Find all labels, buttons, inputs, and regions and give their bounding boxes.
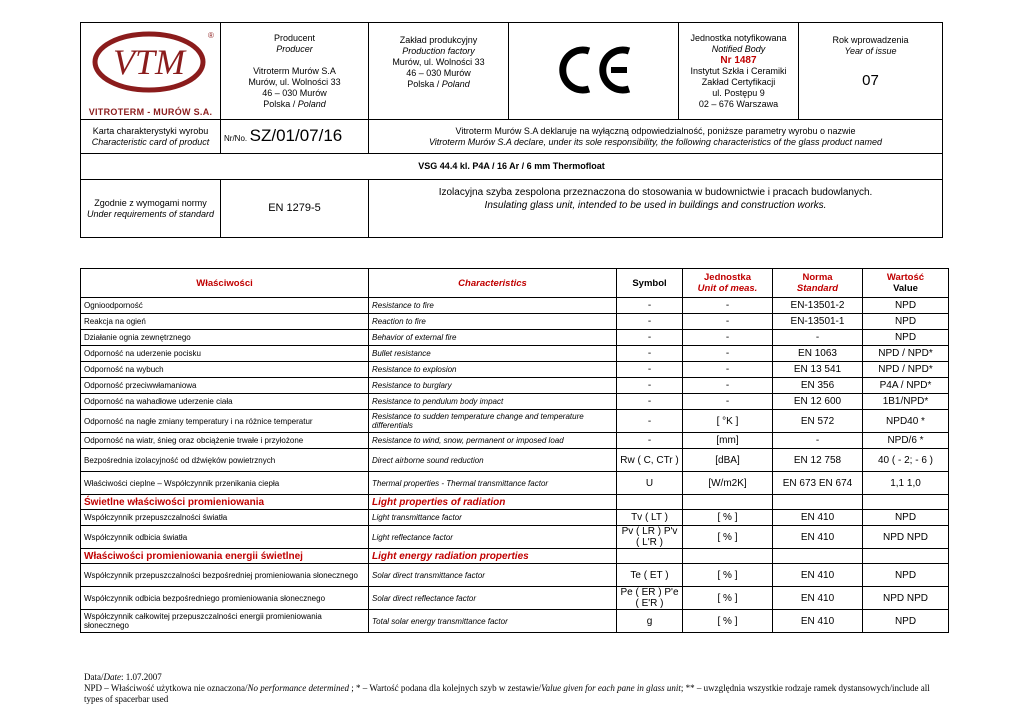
property-name-en: Resistance to fire	[369, 298, 617, 314]
table-row	[81, 526, 949, 549]
table-row	[81, 346, 949, 362]
card-label: Karta charakterystyki wyrobu	[92, 125, 209, 136]
factory-cell	[369, 23, 509, 120]
nr-label: Nr/No.	[224, 133, 248, 143]
property-unit: [ % ]	[683, 587, 773, 610]
section-light-pl: Świetlne właściwości promieniowania	[81, 495, 369, 510]
property-name-en: Resistance to sudden temperature change and temperature differentials	[369, 410, 617, 433]
properties-table	[80, 268, 949, 633]
table-row	[81, 449, 949, 472]
property-standard: EN 410	[773, 610, 863, 633]
table-row	[81, 314, 949, 330]
producer-cell	[221, 23, 369, 120]
property-unit: -	[683, 362, 773, 378]
date-value: : 1.07.2007	[121, 672, 162, 682]
property-standard: EN-13501-2	[773, 298, 863, 314]
property-value: NPD NPD	[863, 526, 949, 549]
property-value: NPD	[863, 330, 949, 346]
table-row	[81, 410, 949, 433]
property-symbol: U	[617, 472, 683, 495]
property-symbol: -	[617, 362, 683, 378]
section-energy-en: Light energy radiation properties	[369, 549, 617, 564]
property-symbol: -	[617, 314, 683, 330]
property-name-pl: Odporność na wybuch	[81, 362, 369, 378]
date-label: Data/	[84, 672, 104, 682]
property-standard: EN 410	[773, 587, 863, 610]
standard-label-en: Under requirements of standard	[86, 208, 215, 219]
property-symbol: Rw ( C, CTr )	[617, 449, 683, 472]
purpose-pl: Izolacyjna szyba zespolona przeznaczona do stosowania w budownictwie i pracach budowlanych.	[438, 187, 873, 198]
property-symbol: -	[617, 433, 683, 449]
producer-city: 46 – 030 Murów	[262, 87, 327, 98]
producer-label: Producent	[273, 32, 316, 43]
property-name-pl: Współczynnik przepuszczalności światła	[81, 510, 369, 526]
property-standard: EN 673 EN 674	[773, 472, 863, 495]
year-cell	[799, 23, 943, 120]
notified-label: Jednostka notyfikowana	[690, 32, 787, 43]
factory-street: Murów, ul. Wolności 33	[392, 57, 485, 67]
year-value: 07	[862, 72, 879, 89]
property-standard: EN 572	[773, 410, 863, 433]
producer-name: Vitroterm Murów S.A	[253, 65, 336, 76]
card-number: SZ/01/07/16	[249, 125, 343, 145]
property-name-pl: Właściwości cieplne – Współczynnik przenikania ciepła	[81, 472, 369, 495]
property-name-pl: Współczynnik odbicia bezpośredniego promieniowania słonecznego	[81, 587, 369, 610]
property-name-pl: Współczynnik przepuszczalności bezpośredniej promieniowania słonecznego	[81, 564, 369, 587]
year-label-en: Year of issue	[844, 46, 897, 56]
table-row	[81, 330, 949, 346]
col-header-pl: Właściwości	[81, 269, 369, 298]
registered-mark: ®	[207, 31, 214, 40]
table-row	[81, 298, 949, 314]
property-name-en: Resistance to pendulum body impact	[369, 394, 617, 410]
property-name-pl: Współczynnik odbicia światła	[81, 526, 369, 549]
npd-note-en: No performance determined	[247, 683, 350, 693]
table-row	[81, 587, 949, 610]
logo-letters: VTM	[112, 42, 185, 82]
property-name-pl: Odporność na wiatr, śnieg oraz obciążenie trwałe i przyłożone	[81, 433, 369, 449]
property-symbol: -	[617, 394, 683, 410]
col-header-value: Wartość	[886, 272, 925, 283]
property-standard: -	[773, 433, 863, 449]
property-name-pl: Reakcja na ogień	[81, 314, 369, 330]
property-value: NPD	[863, 610, 949, 633]
property-value: NPD	[863, 314, 949, 330]
section-energy-row	[81, 549, 949, 564]
property-name-en: Behavior of external fire	[369, 330, 617, 346]
property-symbol: Pe ( ER ) P'e ( E'R )	[617, 587, 683, 610]
property-name-en: Solar direct transmittance factor	[369, 564, 617, 587]
declaration-cell	[369, 120, 943, 154]
table-row	[81, 394, 949, 410]
producer-country-en: Poland	[297, 98, 326, 109]
card-label-en: Characteristic card of product	[91, 136, 210, 147]
property-unit: [ % ]	[683, 526, 773, 549]
property-name-en: Solar direct reflectance factor	[369, 587, 617, 610]
property-value: 1,1 1,0	[863, 472, 949, 495]
producer-label-en: Producer	[276, 43, 313, 54]
property-standard: EN 410	[773, 526, 863, 549]
property-standard: EN-13501-1	[773, 314, 863, 330]
property-value: 40 ( - 2; - 6 )	[863, 449, 949, 472]
property-value: NPD	[863, 298, 949, 314]
property-unit: -	[683, 346, 773, 362]
property-name-pl: Odporność na uderzenie pocisku	[81, 346, 369, 362]
table-row	[81, 433, 949, 449]
property-name-pl: Odporność przeciwwłamaniowa	[81, 378, 369, 394]
declaration-en: Vitroterm Murów S.A declare, under its sole responsibility, the following characteristics of the glass product named	[428, 136, 883, 147]
property-value: NPD40 *	[863, 410, 949, 433]
property-name-en: Light reflectance factor	[369, 526, 617, 549]
product-name: VSG 44.4 kl. P4A / 16 Ar / 6 mm Thermofloat	[81, 154, 943, 180]
property-unit: [ % ]	[683, 510, 773, 526]
table-row	[81, 510, 949, 526]
property-name-en: Direct airborne sound reduction	[369, 449, 617, 472]
purpose-cell	[369, 180, 943, 238]
producer-country: Polska /	[263, 98, 298, 109]
property-name-en: Light transmittance factor	[369, 510, 617, 526]
property-unit: [mm]	[683, 433, 773, 449]
factory-country: Polska /	[407, 79, 442, 89]
date-label-en: Date	[103, 672, 121, 682]
card-label-cell	[81, 120, 221, 154]
property-unit: -	[683, 314, 773, 330]
property-symbol: -	[617, 378, 683, 394]
notified-line3: ul. Postępu 9	[712, 87, 765, 98]
property-symbol: Tv ( LT )	[617, 510, 683, 526]
property-value: NPD / NPD*	[863, 362, 949, 378]
notified-line1: Instytut Szkła i Ceramiki	[690, 65, 787, 76]
property-unit: [ % ]	[683, 564, 773, 587]
property-symbol: g	[617, 610, 683, 633]
factory-country-en: Poland	[441, 79, 470, 89]
table-row	[81, 362, 949, 378]
property-unit: -	[683, 394, 773, 410]
property-symbol: -	[617, 330, 683, 346]
property-name-en: Resistance to explosion	[369, 362, 617, 378]
property-standard: EN 1063	[773, 346, 863, 362]
col-header-en: Characteristics	[369, 269, 617, 298]
vtm-logo-icon	[86, 24, 216, 104]
property-name-en: Resistance to burglary	[369, 378, 617, 394]
property-name-en: Resistance to wind, snow, permanent or imposed load	[369, 433, 617, 449]
property-symbol: Te ( ET )	[617, 564, 683, 587]
star-note: ; * – Wartość podana dla kolejnych szyb w zestawie/	[349, 683, 542, 693]
property-standard: EN 12 758	[773, 449, 863, 472]
property-value: P4A / NPD*	[863, 378, 949, 394]
col-header-unit: Jednostka	[704, 272, 751, 283]
section-energy-pl: Właściwości promieniowania energii świetlnej	[81, 549, 369, 564]
standard-value: EN 1279-5	[221, 180, 369, 238]
section-light-en: Light properties of radiation	[369, 495, 617, 510]
factory-label-en: Production factory	[402, 46, 475, 56]
property-name-pl: Ognioodporność	[81, 298, 369, 314]
property-standard: -	[773, 330, 863, 346]
property-name-en: Bullet resistance	[369, 346, 617, 362]
dstar-note: ; ** – uwzględnia wszystkie rodzaje ramek dystansowych/include all types of spacerbar used	[84, 683, 930, 704]
table-row	[81, 378, 949, 394]
notified-line2: Zakład Certyfikacji	[701, 76, 776, 87]
card-number-cell	[221, 120, 369, 154]
factory-label: Zakład produkcyjny	[399, 35, 478, 45]
property-value: NPD	[863, 510, 949, 526]
property-name-pl: Współczynnik całkowitej przepuszczalności energii promieniowania słonecznego	[81, 610, 369, 633]
standard-label: Zgodnie z wymogami normy	[94, 197, 207, 208]
col-header-unit-en: Unit of meas.	[697, 283, 758, 294]
property-unit: -	[683, 298, 773, 314]
footnotes	[84, 672, 944, 705]
col-header-norm: Norma	[802, 272, 833, 283]
table-row	[81, 610, 949, 633]
property-symbol: Pv ( LR ) P'v ( L'R )	[617, 526, 683, 549]
notified-label-en: Notified Body	[711, 43, 766, 54]
star-note-en: Value given for each pane in glass unit	[541, 683, 681, 693]
standard-label-cell	[81, 180, 221, 238]
property-standard: EN 13 541	[773, 362, 863, 378]
section-light-row	[81, 495, 949, 510]
property-value: NPD/6 *	[863, 433, 949, 449]
producer-street: Murów, ul. Wolności 33	[248, 76, 341, 87]
npd-note: NPD – Właściwość użytkowa nie oznaczona/	[84, 683, 248, 693]
property-unit: [dBA]	[683, 449, 773, 472]
col-header-norm-en: Standard	[796, 283, 839, 294]
property-unit: -	[683, 378, 773, 394]
property-standard: EN 410	[773, 564, 863, 587]
year-label: Rok wprowadzenia	[832, 35, 909, 45]
declaration-pl: Vitroterm Murów S.A deklaruje na wyłączną odpowiedzialność, poniższe parametry wyrobu o nazwie	[455, 125, 856, 136]
table-row	[81, 564, 949, 587]
property-unit: [W/m2K]	[683, 472, 773, 495]
property-unit: -	[683, 330, 773, 346]
header-table	[80, 22, 943, 238]
purpose-en: Insulating glass unit, intended to be used in buildings and construction works.	[484, 200, 827, 211]
property-value: NPD NPD	[863, 587, 949, 610]
table-row	[81, 472, 949, 495]
property-symbol: -	[617, 298, 683, 314]
property-standard: EN 12 600	[773, 394, 863, 410]
property-name-pl: Odporność na wahadłowe uderzenie ciała	[81, 394, 369, 410]
notified-body-cell	[679, 23, 799, 120]
property-name-en: Total solar energy transmittance factor	[369, 610, 617, 633]
ce-mark-cell	[509, 23, 679, 120]
col-header-symbol: Symbol	[617, 269, 683, 298]
company-logo	[81, 23, 221, 120]
property-name-en: Reaction to fire	[369, 314, 617, 330]
property-value: NPD / NPD*	[863, 346, 949, 362]
property-unit: [ % ]	[683, 610, 773, 633]
property-name-pl: Bezpośrednia izolacyjność od dźwięków powietrznych	[81, 449, 369, 472]
property-value: NPD	[863, 564, 949, 587]
property-standard: EN 356	[773, 378, 863, 394]
property-standard: EN 410	[773, 510, 863, 526]
ce-mark-icon	[555, 45, 633, 95]
property-name-pl: Odporność na nagłe zmiany temperatury i na różnice temperatur	[81, 410, 369, 433]
col-header-value-en: Value	[893, 283, 918, 294]
company-name: VITROTERM - MURÓW S.A.	[88, 107, 213, 117]
property-symbol: -	[617, 346, 683, 362]
notified-number: Nr 1487	[720, 54, 757, 66]
factory-city: 46 – 030 Murów	[406, 68, 471, 78]
property-name-en: Thermal properties - Thermal transmittance factor	[369, 472, 617, 495]
property-unit: [ °K ]	[683, 410, 773, 433]
property-symbol: -	[617, 410, 683, 433]
notified-line4: 02 – 676 Warszawa	[698, 98, 779, 109]
property-value: 1B1/NPD*	[863, 394, 949, 410]
table-header-row	[81, 269, 949, 298]
property-name-pl: Działanie ognia zewnętrznego	[81, 330, 369, 346]
